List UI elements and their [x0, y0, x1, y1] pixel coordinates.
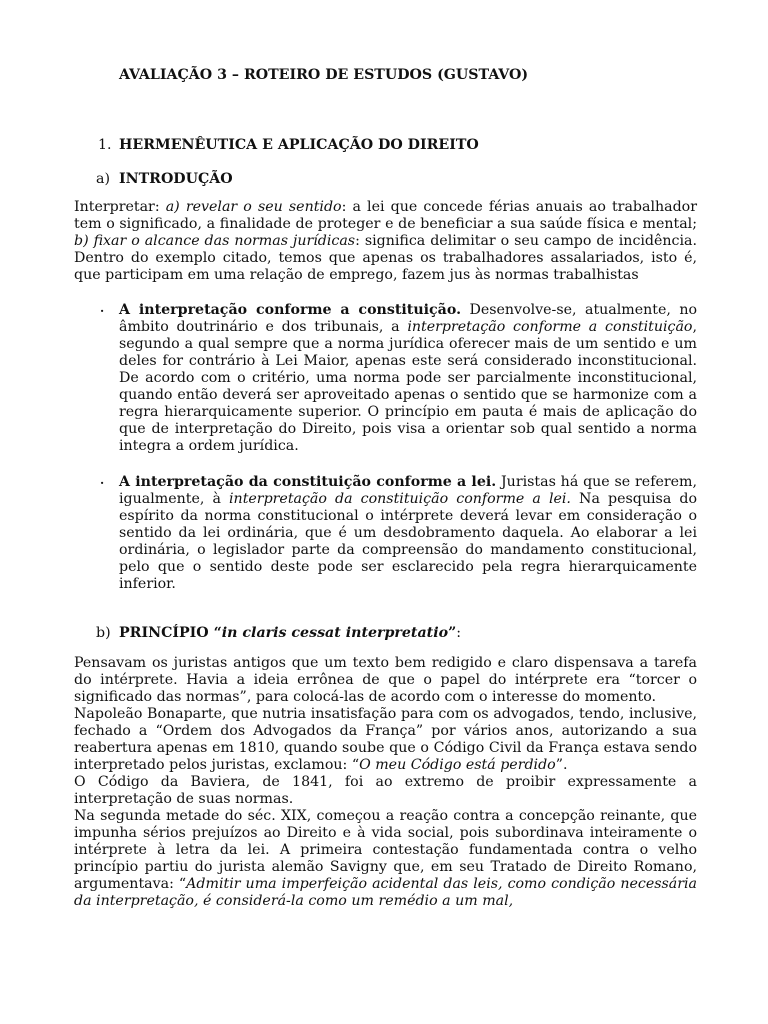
section-title: HERMENÊUTICA E APLICAÇÃO DO DIREITO — [119, 137, 479, 153]
section-heading-1 — [98, 137, 479, 153]
paragraph-b2 — [74, 706, 697, 774]
bullet1-text-2: , segundo a qual sempre que a norma jurídica oferecer mais de um sentido e um deles for contrário à Lei Maior, apenas este será considerado inconstitucional. De acordo com o critério, uma norma pode ser parcialmente inconstitucional, quando então deverá ser aproveitado apenas o sentido que se harmonize com a regra hierarquicamente superior. O princípio em pauta é mais de aplicação do que de interpretação do Direito, pois visa a orientar sob qual sentido a norma integra a ordem jurídica. — [119, 319, 697, 454]
bullet-item-1 — [119, 302, 697, 455]
para-b2-text-1: Napoleão Bonaparte, que nutria insatisfação para com os advogados, tendo, inclusive, fechado a “Ordem dos Advogados da França” por vários anos, autorizando a sua reabertura apenas em 1810, quando soube que o Código Civil da França estava sendo interpretado pelos juristas, exclamou: “ — [74, 706, 697, 773]
paragraph-b1: Pensavam os juristas antigos que um texto bem redigido e claro dispensava a tarefa do intérprete. Havia a ideia errônea de que o papel do intérprete era “torcer o significado das normas”, para colocá-las de acordo com o interesse do momento. — [74, 655, 697, 705]
principle-section-text — [74, 655, 697, 910]
subsection-title-post: ” — [448, 625, 457, 641]
bullet1-text-1: Desenvolve-se, atualmente, no âmbito doutrinário e dos tribunais, a — [119, 302, 697, 335]
para-b4-text-1: Na segunda metade do séc. XIX, começou a reação contra a concepção reinante, que impunha sérios prejuízos ao Direito e à vida social, pois subordinava inteiramente o intérprete à letra da lei. A primeira contestação fundamentada contra o velho princípio partiu do jurista alemão Savigny que, em seu Tratado de Direito Romano, argumentava: “ — [74, 808, 697, 892]
subsection-letter: b) — [96, 625, 111, 641]
bullet-item-2 — [119, 474, 697, 593]
subsection-heading-b — [96, 625, 462, 641]
para-b4-italic: Admitir uma imperfeição acidental das leis, como condição necessária da interpretação, é considerá-la como um remédio a um mal, — [74, 876, 698, 909]
bullet-marker-2: · — [100, 476, 105, 490]
intro-italic-2: b) fixar o alcance das normas jurídicas — [74, 233, 356, 249]
bullet2-italic: interpretação da constituição conforme a lei. — [229, 491, 571, 507]
bullet1-italic: interpretação conforme a constituição — [407, 319, 693, 335]
subsection-title: INTRODUÇÃO — [119, 171, 233, 187]
bullet-marker-1: · — [100, 304, 105, 318]
intro-italic-1: a) revelar o seu sentido — [165, 199, 342, 215]
subsection-letter: a) — [96, 171, 110, 187]
para-b2-text-2: ”. — [555, 757, 568, 773]
paragraph-b4 — [74, 808, 697, 910]
intro-text-3: : significa delimitar o seu campo de incidência. Dentro do exemplo citado, temos que apenas os trabalhadores assalariados, isto é, que participam em uma relação de emprego, fazem jus às normas trabalhistas — [74, 233, 697, 283]
section-number: 1. — [98, 137, 112, 153]
subsection-title-colon: : — [456, 625, 462, 641]
subsection-title-pre: PRINCÍPIO “ — [119, 625, 222, 641]
subsection-title-italic: in claris cessat interpretatio — [221, 625, 449, 641]
paragraph-b3: O Código da Baviera, de 1841, foi ao extremo de proibir expressamente a interpretação de suas normas. — [74, 774, 697, 807]
intro-text-1: Interpretar: — [74, 199, 166, 215]
bullet2-text-1: Juristas há que se referem, igualmente, à — [119, 474, 697, 507]
document-title: AVALIAÇÃO 3 – ROTEIRO DE ESTUDOS (GUSTAVO) — [119, 67, 529, 83]
bullet2-text-2: Na pesquisa do espírito da norma constitucional o intérprete deverá levar em consideração o sentido da lei ordinária, que é um desdobramento daquela. Ao elaborar a lei ordinária, o legislador parte da compreensão do mandamento constitucional, pelo que o sentido deste pode ser esclarecido pela regra hierarquicamente inferior. — [119, 491, 698, 592]
bullet2-bold: A interpretação da constituição conforme a lei. — [119, 474, 497, 490]
intro-text-2: : a lei que concede férias anuais ao trabalhador tem o significado, a finalidade de proteger e de beneficiar a sua saúde física e mental; — [74, 199, 697, 232]
para-b2-italic: O meu Código está perdido — [359, 757, 556, 773]
bullet1-bold: A interpretação conforme a constituição. — [119, 302, 462, 318]
intro-paragraph — [74, 199, 697, 284]
subsection-heading-a — [96, 171, 233, 187]
